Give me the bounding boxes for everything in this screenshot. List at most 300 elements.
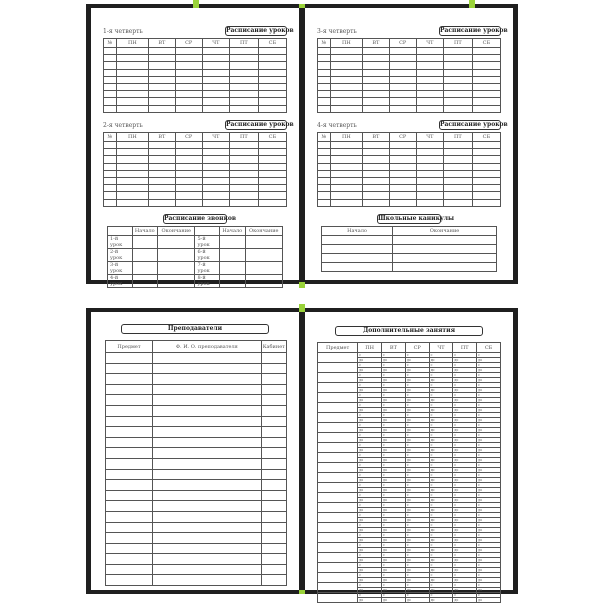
- teachers-cell: [261, 405, 286, 416]
- extra-to-cell: до: [382, 428, 406, 433]
- schedule-cell: [104, 199, 117, 206]
- teachers-cell: [261, 554, 286, 565]
- extra-to-cell: до: [429, 518, 453, 523]
- bookmark-ribbon: [469, 0, 475, 8]
- extra-to-cell: до: [405, 488, 429, 493]
- extra-to-cell: до: [453, 588, 477, 593]
- extra-from-cell: с: [358, 453, 382, 458]
- teachers-cell: [153, 480, 262, 491]
- extra-to-cell: до: [429, 558, 453, 563]
- extra-from-cell: с: [382, 583, 406, 588]
- schedule-cell: [258, 163, 286, 170]
- table-row: [318, 62, 501, 69]
- extra-classes-table: [317, 342, 501, 603]
- extra-from-cell: с: [382, 413, 406, 418]
- table-row: [106, 511, 287, 522]
- schedule-table: [103, 132, 287, 207]
- schedule-cell: [229, 83, 258, 90]
- extra-to-cell: до: [429, 358, 453, 363]
- extra-from-cell: с: [405, 453, 429, 458]
- extra-from-cell: с: [358, 403, 382, 408]
- extra-subject-cell: [318, 373, 358, 383]
- schedule-table: [317, 132, 501, 207]
- schedule-title: Расписание уроков: [226, 121, 294, 128]
- schedule-cell: [318, 185, 331, 192]
- schedule-cell: [229, 69, 258, 76]
- extra-from-cell: с: [429, 483, 453, 488]
- table-row: [104, 192, 287, 199]
- schedule-cell: [149, 69, 176, 76]
- extra-from-cell: с: [477, 393, 501, 398]
- teachers-cell: [106, 501, 153, 512]
- schedule-cell: [330, 83, 362, 90]
- table-row: [318, 69, 501, 76]
- extra-subject-cell: [318, 483, 358, 493]
- table-row: [106, 533, 287, 544]
- schedule-cell: [389, 76, 416, 83]
- extra-to-cell: до: [405, 408, 429, 413]
- extra-to-cell: до: [453, 358, 477, 363]
- holidays-cell: [393, 245, 497, 254]
- extra-from-cell: с: [358, 533, 382, 538]
- schedule-cell: [330, 170, 362, 177]
- extra-title-wrap: [327, 326, 491, 338]
- schedule-table: [317, 38, 501, 113]
- teachers-cell: [106, 374, 153, 385]
- schedule-cell: [258, 199, 286, 206]
- schedule-cell: [116, 199, 148, 206]
- lesson-label: 1-й урок: [108, 236, 133, 249]
- teachers-cell: [261, 458, 286, 469]
- lesson-label: 5-й урок: [195, 236, 220, 249]
- schedule-cell: [104, 83, 117, 90]
- extra-from-cell: с: [453, 503, 477, 508]
- teachers-cell: [153, 490, 262, 501]
- schedule-cell: [443, 170, 472, 177]
- extra-block: [317, 342, 501, 603]
- top-spread: [86, 4, 518, 287]
- table-row: [104, 76, 287, 83]
- extra-from-cell: с: [405, 413, 429, 418]
- schedule-cell: [443, 142, 472, 149]
- schedule-cell: [443, 192, 472, 199]
- extra-from-cell: с: [453, 593, 477, 598]
- teachers-cell: [153, 511, 262, 522]
- extra-from-cell: с: [382, 543, 406, 548]
- schedule-cell: [229, 185, 258, 192]
- schedule-cell: [116, 91, 148, 98]
- schedule-header-cell: ПТ: [229, 39, 258, 48]
- schedule-cell: [116, 69, 148, 76]
- table-row: [106, 448, 287, 459]
- schedule-cell: [363, 62, 390, 69]
- extra-from-cell: с: [429, 433, 453, 438]
- schedule-cell: [202, 199, 229, 206]
- schedule-cell: [472, 149, 500, 156]
- schedule-cell: [258, 48, 286, 55]
- extra-from-cell: с: [358, 573, 382, 578]
- teachers-cell: [261, 427, 286, 438]
- extra-subject-cell: [318, 353, 358, 363]
- schedule-cell: [149, 91, 176, 98]
- extra-to-cell: до: [453, 548, 477, 553]
- schedule-cell: [389, 142, 416, 149]
- extra-to-cell: до: [358, 378, 382, 383]
- schedule-cell: [472, 105, 500, 112]
- extra-to-cell: до: [382, 588, 406, 593]
- schedule-cell: [175, 55, 202, 62]
- lesson-label: 3-й урок: [108, 262, 133, 275]
- schedule-cell: [472, 62, 500, 69]
- schedule-cell: [318, 83, 331, 90]
- extra-to-cell: до: [453, 508, 477, 513]
- schedule-cell: [330, 192, 362, 199]
- holidays-header-end: Окончание: [393, 227, 497, 236]
- teachers-cell: [153, 458, 262, 469]
- extra-from-cell: с: [358, 473, 382, 478]
- schedule-cell: [202, 55, 229, 62]
- table-row: [318, 177, 501, 184]
- bottom-spread: [86, 308, 518, 602]
- teachers-cell: [261, 448, 286, 459]
- schedule-cell: [149, 76, 176, 83]
- holidays-cell: [393, 263, 497, 272]
- schedule-cell: [258, 62, 286, 69]
- schedule-cell: [104, 62, 117, 69]
- schedule-cell: [229, 98, 258, 105]
- schedule-cell: [330, 48, 362, 55]
- schedule-cell: [116, 48, 148, 55]
- extra-from-cell: с: [405, 483, 429, 488]
- extra-from-cell: с: [382, 573, 406, 578]
- schedule-cell: [416, 199, 443, 206]
- schedule-cell: [443, 76, 472, 83]
- schedule-cell: [202, 91, 229, 98]
- schedule-cell: [229, 48, 258, 55]
- schedule-cell: [104, 142, 117, 149]
- schedule-cell: [229, 105, 258, 112]
- table-row: [104, 177, 287, 184]
- extra-from-cell: с: [358, 503, 382, 508]
- schedule-cell: [389, 91, 416, 98]
- schedule-cell: [389, 62, 416, 69]
- bookmark-ribbon: [299, 590, 305, 594]
- extra-from-cell: с: [429, 533, 453, 538]
- extra-from-cell: с: [477, 443, 501, 448]
- extra-from-cell: с: [382, 423, 406, 428]
- schedule-cell: [416, 170, 443, 177]
- schedule-cell: [330, 185, 362, 192]
- bells-cell: [132, 249, 158, 262]
- extra-from-cell: с: [382, 453, 406, 458]
- extra-to-cell: до: [453, 418, 477, 423]
- extra-to-cell: до: [477, 368, 501, 373]
- schedule-cell: [472, 91, 500, 98]
- schedule-header-cell: ПН: [116, 39, 148, 48]
- teachers-cell: [106, 522, 153, 533]
- schedule-cell: [330, 177, 362, 184]
- teachers-cell: [153, 575, 262, 586]
- extra-to-cell: до: [358, 418, 382, 423]
- extra-to-cell: до: [405, 398, 429, 403]
- schedule-cell: [443, 105, 472, 112]
- extra-subject-cell: [318, 443, 358, 453]
- schedule-cell: [175, 170, 202, 177]
- schedule-cell: [330, 163, 362, 170]
- schedule-cell: [202, 149, 229, 156]
- extra-from-cell: с: [477, 363, 501, 368]
- extra-title: Дополнительные занятия: [335, 326, 483, 336]
- extra-from-cell: с: [477, 513, 501, 518]
- teachers-table: [105, 340, 287, 586]
- table-row: [104, 142, 287, 149]
- extra-from-cell: с: [405, 563, 429, 568]
- extra-from-cell: с: [453, 363, 477, 368]
- schedule-cell: [229, 163, 258, 170]
- schedule-cell: [443, 149, 472, 156]
- schedule-cell: [149, 105, 176, 112]
- schedule-cell: [472, 199, 500, 206]
- schedule-cell: [472, 55, 500, 62]
- extra-from-cell: с: [429, 563, 453, 568]
- schedule-cell: [443, 91, 472, 98]
- schedule-header-cell: ПТ: [443, 133, 472, 142]
- schedule-cell: [116, 192, 148, 199]
- extra-from-cell: с: [453, 353, 477, 358]
- extra-to-cell: до: [477, 488, 501, 493]
- extra-to-cell: до: [405, 498, 429, 503]
- extra-to-cell: до: [382, 478, 406, 483]
- extra-from-cell: с: [429, 463, 453, 468]
- extra-to-cell: до: [405, 418, 429, 423]
- extra-from-cell: с: [405, 393, 429, 398]
- schedule-cell: [149, 55, 176, 62]
- extra-to-cell: до: [477, 358, 501, 363]
- table-row: [108, 236, 283, 249]
- bells-title: Расписание звонков: [164, 215, 237, 222]
- quarter-label: 1-я четверть: [103, 28, 143, 35]
- extra-to-cell: до: [382, 398, 406, 403]
- extra-to-cell: до: [477, 408, 501, 413]
- teachers-cell: [153, 448, 262, 459]
- extra-to-cell: до: [382, 548, 406, 553]
- extra-from-cell: с: [405, 573, 429, 578]
- extra-to-cell: до: [405, 548, 429, 553]
- extra-from-cell: с: [429, 453, 453, 458]
- extra-to-cell: до: [382, 528, 406, 533]
- schedule-cell: [330, 98, 362, 105]
- table-row: [106, 437, 287, 448]
- extra-to-cell: до: [429, 418, 453, 423]
- bells-table: [107, 226, 283, 288]
- extra-to-cell: до: [477, 568, 501, 573]
- extra-to-cell: до: [405, 518, 429, 523]
- table-row: [106, 543, 287, 554]
- holidays-title: Школьные каникулы: [378, 215, 455, 222]
- schedule-cell: [318, 48, 331, 55]
- schedule-cell: [104, 69, 117, 76]
- extra-from-cell: с: [382, 563, 406, 568]
- teachers-cell: [106, 437, 153, 448]
- schedule-cell: [149, 199, 176, 206]
- extra-to-cell: до: [429, 568, 453, 573]
- schedule-cell: [258, 91, 286, 98]
- extra-to-cell: до: [429, 598, 453, 603]
- schedule-cell: [202, 98, 229, 105]
- extra-to-cell: до: [382, 408, 406, 413]
- schedule-cell: [202, 142, 229, 149]
- extra-from-cell: с: [382, 483, 406, 488]
- holidays-block: [321, 226, 497, 272]
- table-row: [106, 395, 287, 406]
- bells-cell: [219, 236, 245, 249]
- extra-from-cell: с: [382, 463, 406, 468]
- extra-from-cell: с: [382, 373, 406, 378]
- extra-from-cell: с: [429, 353, 453, 358]
- extra-from-cell: с: [358, 583, 382, 588]
- schedule-cell: [202, 76, 229, 83]
- extra-header-cell: СР: [405, 343, 429, 353]
- extra-to-cell: до: [405, 378, 429, 383]
- schedule-cell: [318, 69, 331, 76]
- extra-to-cell: до: [429, 368, 453, 373]
- teachers-cell: [261, 564, 286, 575]
- extra-from-cell: с: [453, 463, 477, 468]
- teachers-cell: [106, 543, 153, 554]
- extra-to-cell: до: [382, 518, 406, 523]
- schedule-cell: [318, 156, 331, 163]
- extra-to-cell: до: [429, 528, 453, 533]
- teachers-cell: [106, 363, 153, 374]
- extra-to-cell: до: [429, 398, 453, 403]
- extra-from-cell: с: [429, 443, 453, 448]
- table-row: [106, 554, 287, 565]
- schedule-cell: [116, 163, 148, 170]
- extra-to-cell: до: [477, 528, 501, 533]
- schedule-cell: [116, 76, 148, 83]
- extra-to-cell: до: [453, 478, 477, 483]
- teachers-header-cell: Предмет: [106, 341, 153, 353]
- teachers-cell: [106, 490, 153, 501]
- extra-to-cell: до: [453, 368, 477, 373]
- schedule-cell: [258, 156, 286, 163]
- teachers-cell: [261, 522, 286, 533]
- teachers-cell: [106, 384, 153, 395]
- schedule-cell: [149, 192, 176, 199]
- extra-subject-cell: [318, 403, 358, 413]
- extra-from-cell: с: [477, 403, 501, 408]
- schedule-cell: [389, 192, 416, 199]
- lesson-label: 8-й урок: [195, 275, 220, 288]
- extra-to-cell: до: [429, 408, 453, 413]
- schedule-cell: [318, 142, 331, 149]
- schedule-cell: [443, 55, 472, 62]
- schedule-cell: [472, 142, 500, 149]
- extra-to-cell: до: [429, 508, 453, 513]
- extra-from-cell: с: [405, 533, 429, 538]
- extra-to-cell: до: [429, 488, 453, 493]
- quarter-2-block: [103, 120, 294, 207]
- quarter-4-block: [317, 120, 508, 207]
- extra-from-cell: с: [453, 423, 477, 428]
- schedule-cell: [258, 76, 286, 83]
- schedule-cell: [175, 48, 202, 55]
- schedule-header-cell: №: [104, 133, 117, 142]
- schedule-cell: [472, 76, 500, 83]
- extra-to-cell: до: [358, 498, 382, 503]
- bells-cell: [245, 249, 282, 262]
- quarter-1-block: [103, 26, 294, 113]
- teachers-cell: [261, 353, 286, 364]
- extra-subject-cell: [318, 363, 358, 373]
- table-row: [104, 105, 287, 112]
- extra-from-cell: с: [382, 353, 406, 358]
- extra-to-cell: до: [453, 528, 477, 533]
- extra-to-cell: до: [429, 478, 453, 483]
- schedule-cell: [318, 91, 331, 98]
- teachers-cell: [153, 564, 262, 575]
- schedule-cell: [229, 170, 258, 177]
- right-page: [305, 8, 513, 280]
- schedule-cell: [229, 142, 258, 149]
- schedule-cell: [363, 91, 390, 98]
- schedule-cell: [258, 83, 286, 90]
- table-row: [104, 185, 287, 192]
- schedule-cell: [363, 142, 390, 149]
- holidays-cell: [322, 236, 393, 245]
- table-row: [106, 522, 287, 533]
- schedule-cell: [104, 55, 117, 62]
- teachers-cell: [153, 522, 262, 533]
- extra-from-cell: с: [453, 523, 477, 528]
- schedule-cell: [258, 177, 286, 184]
- schedule-cell: [416, 48, 443, 55]
- bells-cell: [219, 262, 245, 275]
- schedule-cell: [104, 185, 117, 192]
- extra-from-cell: с: [453, 563, 477, 568]
- teachers-cell: [106, 575, 153, 586]
- schedule-cell: [363, 69, 390, 76]
- teachers-cell: [106, 405, 153, 416]
- extra-from-cell: с: [477, 573, 501, 578]
- schedule-cell: [472, 69, 500, 76]
- table-row: [106, 416, 287, 427]
- bells-header-cell: Начало: [219, 227, 245, 236]
- lesson-label: 4-й урок: [108, 275, 133, 288]
- schedule-cell: [389, 105, 416, 112]
- table-row: [104, 149, 287, 156]
- schedule-cell: [175, 177, 202, 184]
- bells-header-cell: [195, 227, 220, 236]
- extra-from-cell: с: [453, 413, 477, 418]
- extra-to-cell: до: [477, 498, 501, 503]
- teachers-cell: [106, 480, 153, 491]
- bells-block: [107, 226, 283, 288]
- schedule-cell: [116, 83, 148, 90]
- schedule-cell: [104, 48, 117, 55]
- extra-to-cell: до: [453, 448, 477, 453]
- teachers-cell: [261, 490, 286, 501]
- extra-to-cell: до: [453, 578, 477, 583]
- table-row: [106, 353, 287, 364]
- schedule-cell: [202, 170, 229, 177]
- schedule-cell: [389, 69, 416, 76]
- extra-subject-cell: [318, 463, 358, 473]
- extra-from-cell: с: [429, 523, 453, 528]
- extra-from-cell: с: [429, 503, 453, 508]
- left-page: [91, 8, 299, 287]
- schedule-header-cell: №: [318, 133, 331, 142]
